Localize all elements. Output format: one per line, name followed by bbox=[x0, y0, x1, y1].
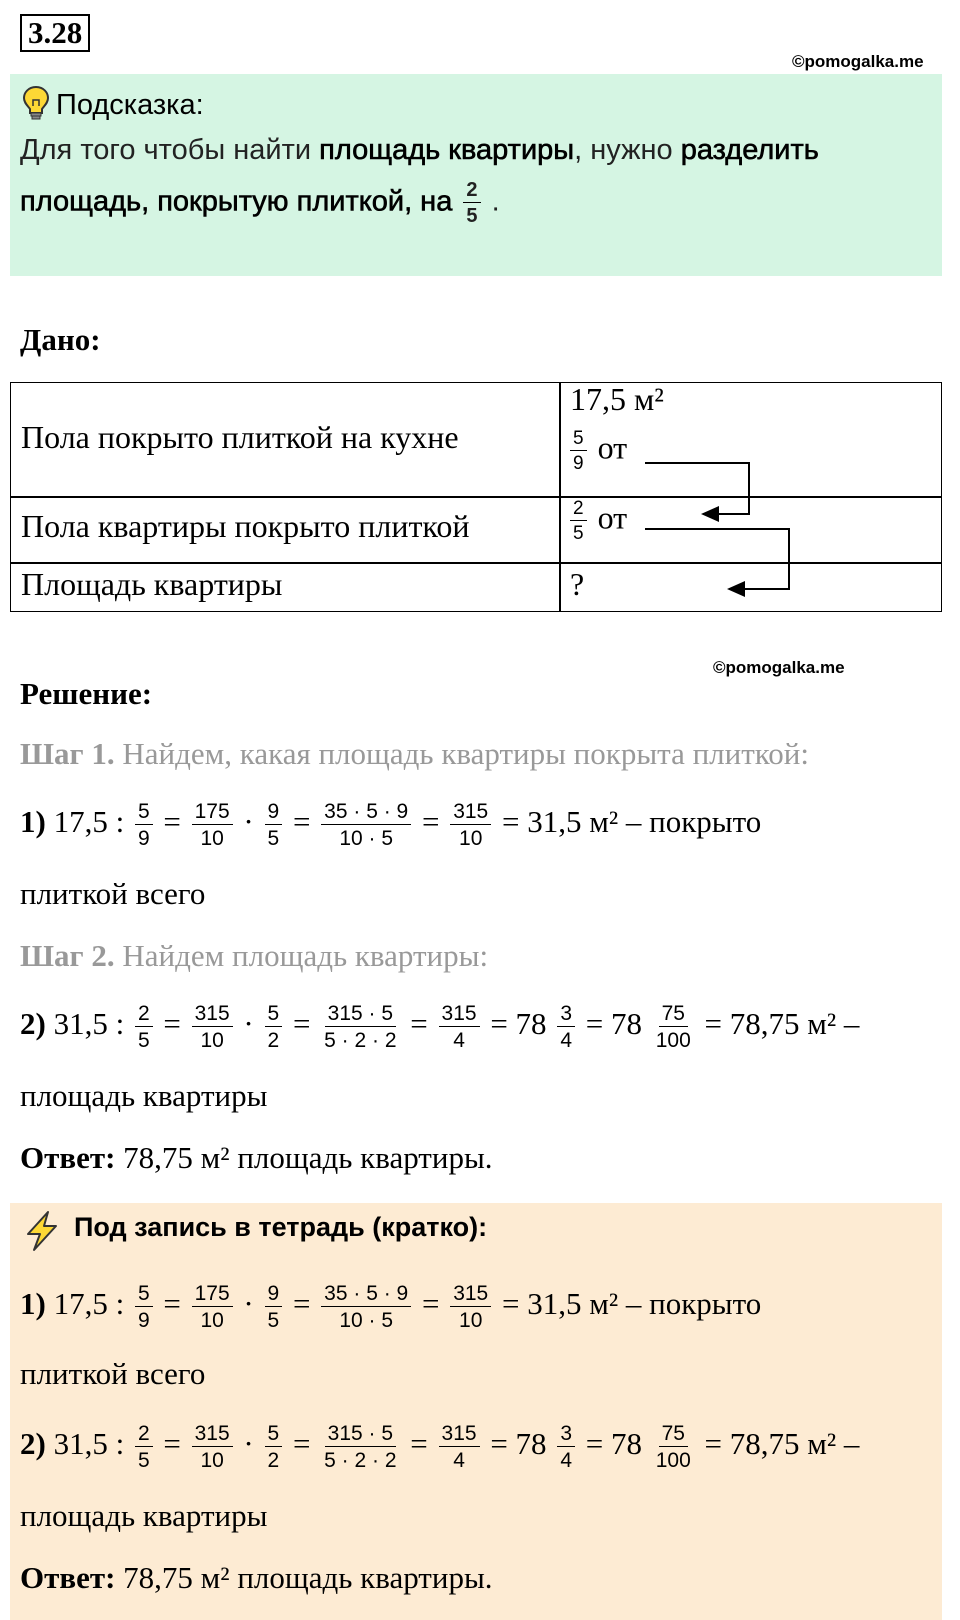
notes-equation-2: 2) 31,5 : $\frac{2}{5}$ = $\frac{315}{10}$ · $\frac{5}{2}$ = $\frac{315 \cdot 5}{5 \cdot 2 \cdot 2}$ = $\frac{315}{4}$ = 78 $\frac{3}{4}$ = 78 $\frac{75}{100}$ = 78,75 м² – bbox=[20, 1421, 860, 1472]
answer: Ответ: 78,75 м² площадь квартиры. bbox=[20, 1140, 493, 1175]
given-row-2-fraction: $\frac{2}{5}$ от bbox=[570, 499, 627, 543]
notes-box bbox=[10, 1203, 942, 1620]
lightning-icon bbox=[22, 1210, 62, 1252]
notes-equation-2-continuation: площадь квартиры bbox=[20, 1498, 268, 1533]
equation-1: 1) 17,5 : $\frac{5}{9}$ = $\frac{175}{10}$ · $\frac{9}{5}$ = $\frac{35 \cdot 5 \cdot 9}{10 \cdot 5}$ = $\frac{315}{10}$ = 31,5 м² – покрыто bbox=[20, 799, 762, 850]
lightbulb-icon bbox=[20, 84, 52, 122]
relation-arrows bbox=[11, 383, 941, 611]
given-row-3-label: Площадь квартиры bbox=[21, 566, 283, 602]
equation-2: 2) 31,5 : $\frac{2}{5}$ = $\frac{315}{10}$ · $\frac{5}{2}$ = $\frac{315 \cdot 5}{5 \cdot 2 \cdot 2}$ = $\frac{315}{4}$ = 78 $\frac{3}{4}$ = 78 $\frac{75}{100}$ = 78,75 м² – bbox=[20, 1001, 860, 1052]
step-2: Шаг 2. Найдем площадь квартиры: bbox=[20, 938, 489, 973]
given-row-1-value: 17,5 м² bbox=[570, 381, 664, 417]
watermark-top: ©pomogalka.me bbox=[792, 52, 924, 71]
hint-title: Подсказка: bbox=[56, 89, 204, 121]
given-row-2-label: Пола квартиры покрыто плиткой bbox=[21, 508, 470, 544]
notes-answer: Ответ: 78,75 м² площадь квартиры. bbox=[20, 1560, 493, 1595]
hint-fraction: $\frac{2}{5}$ bbox=[463, 180, 480, 226]
task-number: 3.28 bbox=[20, 14, 90, 52]
given-row-3-value: ? bbox=[570, 566, 585, 602]
notes-equation-1: 1) 17,5 : $\frac{5}{9}$ = $\frac{175}{10}$ · $\frac{9}{5}$ = $\frac{35 \cdot 5 \cdot 9}{10 \cdot 5}$ = $\frac{315}{10}$ = 31,5 м² – покрыто bbox=[20, 1281, 762, 1332]
notes-title: Под запись в тетрадь (кратко): bbox=[74, 1212, 488, 1242]
hint-line-1: Для того чтобы найти площадь квартиры, нужно разделить bbox=[20, 134, 819, 166]
notes-equation-1-continuation: плиткой всего bbox=[20, 1356, 206, 1391]
given-table bbox=[10, 382, 942, 612]
solution-title: Решение: bbox=[20, 676, 153, 711]
step-1: Шаг 1. Найдем, какая площадь квартиры покрыта плиткой: bbox=[20, 736, 809, 771]
given-row-1-label: Пола покрыто плиткой на кухне bbox=[21, 419, 459, 455]
hint-line-2: площадь, покрытую плиткой, на $\frac{2}{5}$ . bbox=[20, 179, 500, 227]
given-title: Дано: bbox=[20, 322, 101, 357]
given-row-1-fraction: $\frac{5}{9}$ от bbox=[570, 429, 627, 473]
equation-1-continuation: плиткой всего bbox=[20, 876, 206, 911]
watermark-mid: ©pomogalka.me bbox=[713, 658, 845, 677]
equation-2-continuation: площадь квартиры bbox=[20, 1078, 268, 1113]
